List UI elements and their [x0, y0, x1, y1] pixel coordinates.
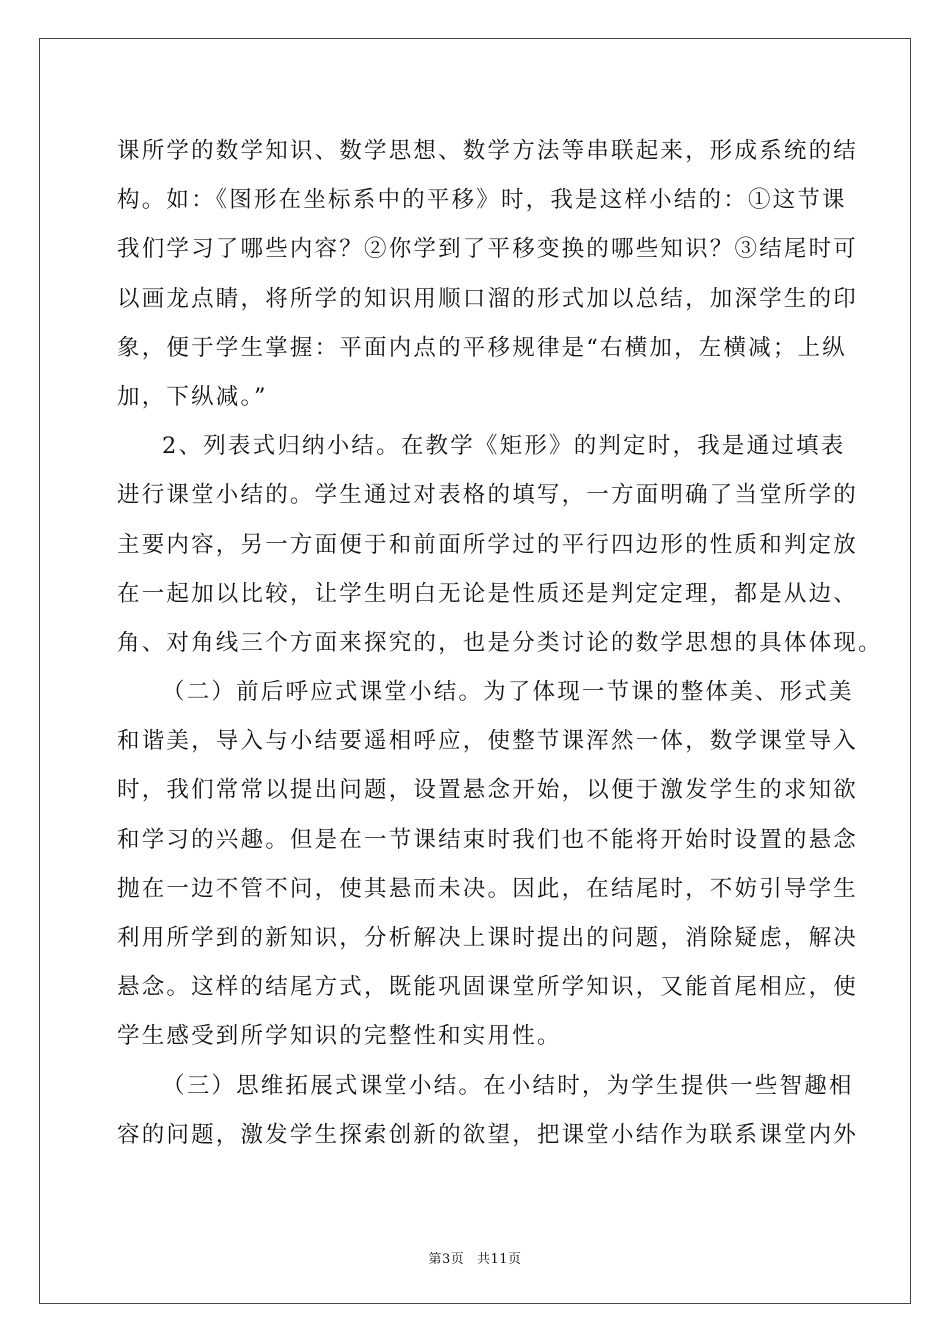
text-line: 抛在一边不管不问，使其悬而未决。因此，在结尾时，不妨引导学生: [117, 875, 859, 902]
text-line: 和学习的兴趣。但是在一节课结束时我们也不能将开始时设置的悬念: [117, 826, 859, 853]
text-line: 和谐美，导入与小结要遥相呼应，使整节课浑然一体，数学课堂导入: [117, 728, 859, 755]
text-line: 容的问题，激发学生探索创新的欲望，把课堂小结作为联系课堂内外: [117, 1121, 859, 1148]
document-body: [117, 127, 883, 1160]
text-line: 我们学习了哪些内容？②你学到了平移变换的哪些知识？③结尾时可: [117, 236, 859, 263]
page-number: 第3页: [428, 1252, 465, 1267]
text-line: 构。如：《图形在坐标系中的平移》时，我是这样小结的：①这节课: [117, 187, 847, 214]
text-line: （三）思维拓展式课堂小结。在小结时，为学生提供一些智趣相: [162, 1072, 854, 1099]
text-line: （二）前后呼应式课堂小结。为了体现一节课的整体美、形式美: [162, 679, 854, 706]
text-line: 加，下纵减。”: [117, 383, 268, 410]
page-total: 共11页: [476, 1252, 522, 1267]
text-line: 2、列表式归纳小结。在教学《矩形》的判定时，我是通过填表: [162, 433, 846, 460]
text-line: 时，我们常常以提出问题，设置悬念开始，以便于激发学生的求知欲: [117, 777, 859, 804]
text-line: 以画龙点睛，将所学的知识用顺口溜的形式加以总结，加深学生的印: [117, 285, 859, 312]
text-line: 利用所学到的新知识，分析解决上课时提出的问题，消除疑虑，解决: [117, 925, 859, 951]
page-footer: [0, 1248, 950, 1267]
text-line: 角、对角线三个方面来探究的，也是分类讨论的数学思想的具体体现。: [117, 629, 883, 656]
text-line: 课所学的数学知识、数学思想、数学方法等串联起来，形成系统的结: [117, 138, 859, 164]
text-line: 主要内容，另一方面便于和前面所学过的平行四边形的性质和判定放: [117, 531, 859, 558]
text-line: 悬念。这样的结尾方式，既能巩固课堂所学知识，又能首尾相应，使: [117, 974, 859, 1001]
text-line: 象，便于学生掌握：平面内点的平移规律是“右横加，左横减；上纵: [117, 334, 848, 361]
text-line: 进行课堂小结的。学生通过对表格的填写，一方面明确了当堂所学的: [117, 482, 859, 509]
text-line: 在一起加以比较，让学生明白无论是性质还是判定定理，都是从边、: [117, 580, 859, 607]
text-line: 学生感受到所学知识的完整性和实用性。: [117, 1023, 562, 1050]
